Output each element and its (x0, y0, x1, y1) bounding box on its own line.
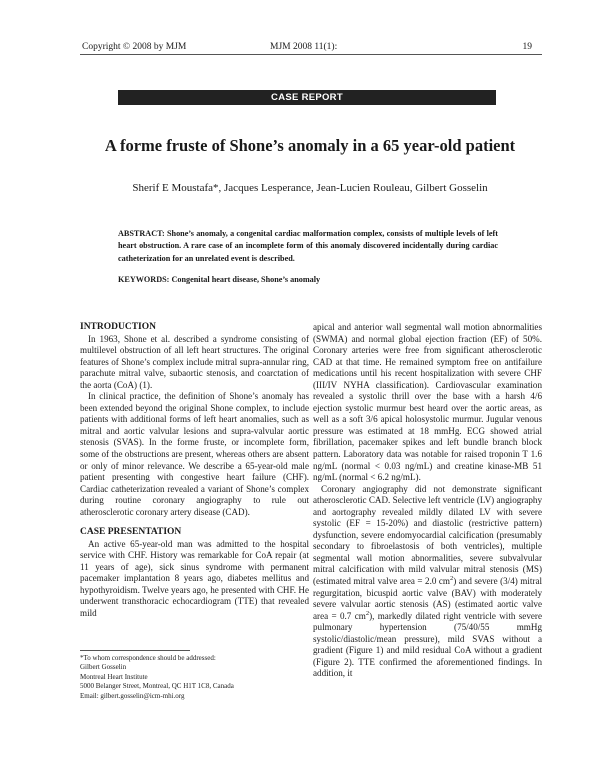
author-list: Sherif E Moustafa*, Jacques Lesperance, Jean-Lucien Rouleau, Gilbert Gosselin (132, 182, 488, 194)
copyright-notice: Copyright © 2008 by MJM (82, 42, 187, 52)
superscript: 2 (450, 575, 454, 582)
section-heading-case-presentation: CASE PRESENTATION (80, 527, 182, 538)
text-run: ) and severe (3/4) mitral regurgitation, bicuspid aortic valve (BAV) with moderately severe valvular aortic stenosis (AS) (estimated aortic valve area = 0.7 cm (313, 576, 543, 621)
journal-citation: MJM 2008 11(1): (270, 42, 338, 52)
left-column (80, 322, 309, 620)
page-number: 19 (522, 42, 532, 52)
article-title: A forme fruste of Shone’s anomaly in a 65 year-old patient (104, 136, 516, 155)
text-run: Coronary angiography did not demonstrate significant atherosclerotic CAD. Selective left ventricle (LV) angiography and aortography revealed mildly dilated LV with severe systolic (EF = 15-20%) and diastolic (restrictive pattern) dysfunction, severe endomyocardial calcification (presumably secondary to fibroelastosis of both ventricles), multiple segmental wall motion abnormalities, severe subvalvular mitral calcification with mild valvular mitral stenosis (MS) (estimated mitral valve area = 2.0 cm (313, 483, 542, 587)
right-column (313, 322, 542, 680)
abstract: ABSTRACT: Shone’s anomaly, a congenital cardiac malformation complex, consists of multiple levels of left heart obstruction. A rare case of an incomplete form of this anomaly discovered incidentally during cardiac catheterization for an unrelated event is described. (118, 229, 498, 263)
footnote-line: 5000 Belanger Street, Montreal, QC H1T 1C8, Canada (80, 682, 234, 691)
footnote-rule (80, 650, 190, 651)
paragraph: apical and anterior wall segmental wall motion abnormalities (SWMA) and normal global ejection fraction (EF) of 50%. Coronary arteries were free from significant atherosclerotic CAD at that time. He remained symptom free on antifailure medications until his recent hospitalization with severe CHF (III/IV NYHA classification). Cardiovascular examination revealed a systolic thrill over the base with a harsh 4/6 ejection systolic murmur best heard over the aortic areas, as well as a soft 3/6 apical holosystolic murmur. Jugular venous pressure was estimated at 18 mmHg. ECG showed atrial fibrillation, pacemaker spikes and left bundle branch block pattern. Laboratory data was notable for raised troponin T 1.6 ng/mL (normal < 0.03 ng/mL) and creatine kinase-MB 51 ng/mL (normal < 6.2 ng/mL). (313, 322, 542, 483)
header-rule (80, 54, 542, 55)
article-type-banner: CASE REPORT (118, 90, 496, 105)
footnote-email: Email: gilbert.gosselin@icm-mhi.org (80, 691, 185, 700)
footnote-line: Gilbert Gosselin (80, 663, 127, 672)
paragraph: In 1963, Shone et al. described a syndrome consisting of multilevel obstruction of all left heart structures. The original features of Shone’s complex include mitral supra-annular ring, parachute mitral valve, subaortic stenosis, and coarctation of the aorta (CoA) (1). (80, 333, 309, 390)
correspondence-footnote (80, 654, 309, 701)
text-run: ), markedly dilated right ventricle with severe pulmonary hypertension (75/40/55 mmHg systolic/diastolic/mean pressure), mild SVAS without a gradient (Figure 1) and mild residual CoA without a gradient (Figure 2). TTE confirmed the aforementioned findings. In addition, it (313, 610, 542, 679)
keywords: KEYWORDS: Congenital heart disease, Shone’s anomaly (118, 275, 321, 284)
footnote-line: Montreal Heart Institute (80, 672, 148, 681)
paragraph (313, 484, 542, 680)
paragraph: An active 65-year-old man was admitted to the hospital service with CHF. History was remarkable for CoA repair (at 11 years of age), sick sinus syndrome with permanent pacemaker implantation 8 years ago, diabetes mellitus and hypothyroidism. Twelve years ago, he presented with CHF. He underwent transthoracic echocardiogram (TTE) that revealed mild (80, 538, 309, 619)
footnote-line: *To whom correspondence should be addressed: (80, 654, 216, 662)
superscript: 2 (365, 609, 370, 617)
section-heading-introduction: INTRODUCTION (80, 322, 157, 332)
paragraph: In clinical practice, the definition of Shone’s anomaly has been extended beyond the original Shone complex, to include patients with additional forms of left heart anomalies, such as mitral and aortic valvular lesions and supra-valvular aortic stenosis (SVAS). In the forme fruste, or incomplete form, some of the obstructions are present, whereas others are absent or only of minor relevance. We describe a 65-year-old male patient presenting with congestive heart failure (CHF). Cardiac catheterization revealed a variant of Shone’s complex during routine coronary angiography to rule out atherosclerotic coronary artery disease (CAD). (80, 391, 309, 517)
